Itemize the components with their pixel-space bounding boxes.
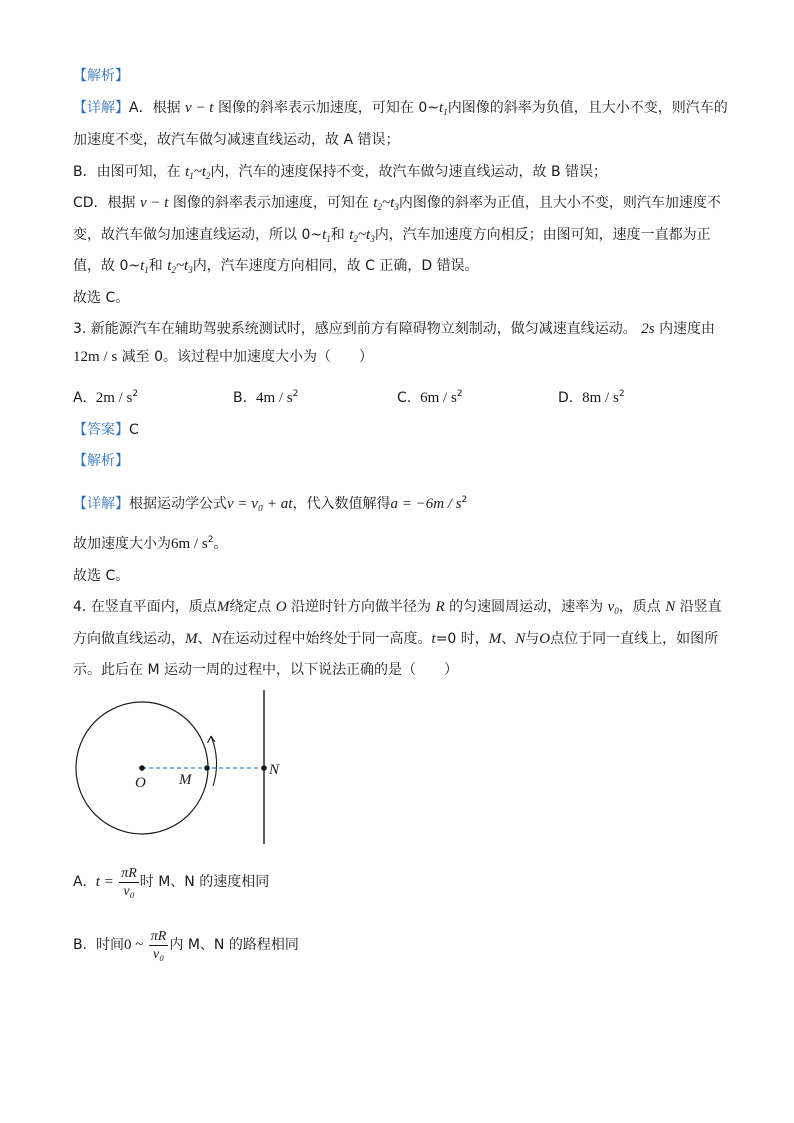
option-value: 6m / s — [420, 390, 457, 406]
q3-option-a: A. $2m / s^2$ — [73, 389, 139, 406]
vt-symbol: v − t — [185, 100, 214, 116]
symbol-M: M — [488, 631, 502, 647]
symbol-O: O — [275, 599, 287, 615]
fraction-piR-v0 — [149, 928, 169, 963]
t2-t3-range: $t_2\sim t_3$ — [167, 258, 193, 275]
text: 内，汽车速度方向相同，故 C 正确，D 错误。 — [192, 258, 479, 274]
q3-conclude: 故加速度大小为$6m / s^2$。 — [73, 535, 228, 552]
text: 3. 新能源汽车在辅助驾驶系统测试时，感应到前方有障碍物立刻制动，做匀减速直线运动。 — [73, 321, 637, 337]
answer-tag: 【答案】 — [73, 422, 129, 438]
text: =0 时， — [435, 631, 489, 647]
text: 内，汽车的速度保持不变，故汽车做匀速直线运动，故 B 错误； — [210, 164, 608, 180]
text: 值，故 0~ — [73, 258, 141, 274]
q3-answer — [73, 420, 139, 440]
text: 时间 — [95, 937, 124, 953]
counterclockwise-arrow — [211, 736, 217, 786]
text: ，质点 — [618, 599, 661, 615]
time-value: 2s — [641, 321, 655, 337]
symbol-O: O — [539, 631, 551, 647]
option-value: 4m / s — [255, 390, 293, 406]
point-N — [261, 765, 267, 771]
kinematics-formula: v = v₀ + at — [227, 496, 293, 512]
text: A．根据 — [129, 100, 181, 116]
option-label: C. — [397, 390, 412, 406]
text: B．由图可知，在 — [73, 164, 181, 180]
text: CD．根据 — [73, 195, 136, 211]
numerator: πR — [150, 928, 167, 944]
q4-option-b — [73, 925, 299, 965]
text: 内，汽车加速度方向相反；由图可知，速度一直都为正 — [374, 227, 711, 243]
q4-stem-line1 — [73, 597, 722, 621]
label-O: O — [135, 775, 146, 791]
text: ，代入数值解得 — [292, 496, 391, 512]
acceleration-magnitude: 6m / s — [171, 536, 208, 552]
text: 与 — [525, 631, 540, 647]
q3-detail: 【详解】根据运动学公式v = v₀ + at，代入数值解得$a = -6m / s^2$ — [73, 495, 468, 512]
symbol-t: t — [431, 631, 436, 647]
text: 4. 在竖直平面内，质点 — [73, 599, 217, 615]
detail-tag: 【详解】 — [73, 100, 129, 116]
t1-symbol: $t_1$ — [322, 227, 331, 244]
symbol-M: M — [216, 599, 230, 615]
text: 时 M、N 的速度相同 — [139, 874, 270, 890]
option-label: B. — [233, 390, 248, 406]
text: 绕定点 — [229, 599, 272, 615]
text: 减至 0。该过程中加速度大小为（ ） — [121, 349, 373, 365]
text: 。 — [213, 536, 228, 552]
acceleration-result: a = −6m / s — [390, 496, 462, 512]
q2-option-cd-line2 — [73, 225, 711, 249]
q3-option-b: B. $4m / s^2$ — [233, 389, 299, 406]
text: 沿竖直 — [679, 599, 722, 615]
q2-choose: 故选 C。 — [73, 290, 130, 306]
q4-stem-line3: 示。此后在 M 运动一周的过程中，以下说法正确的是（ ） — [73, 662, 458, 678]
q2-option-cd-line3 — [73, 256, 479, 280]
text: 内 M、N 的路程相同 — [169, 937, 299, 953]
option-label: B. — [73, 937, 88, 953]
symbol-N: N — [665, 599, 676, 615]
text: 根据运动学公式 — [129, 496, 227, 512]
q2-option-a-line2: 加速度不变，故汽车做匀减速直线运动，故 A 错误； — [73, 132, 400, 148]
vt-symbol: v − t — [140, 195, 169, 211]
circular-motion-figure — [60, 690, 300, 850]
denominator: v₀ — [153, 946, 165, 962]
time-start: 0 ~ — [123, 937, 144, 953]
answer-value: C — [129, 422, 139, 438]
fraction-piR-v0 — [119, 865, 139, 900]
text: 点位于同一直线上，如图所 — [550, 631, 719, 647]
q4-option-a — [73, 862, 269, 902]
t2-t3-range: $t_2\sim t_3$ — [373, 195, 399, 212]
arrow-head-icon — [208, 736, 216, 743]
q3-stem-line1 — [73, 319, 715, 339]
text: 变，故汽车做匀加速直线运动，所以 0~ — [73, 227, 323, 243]
analysis-heading: 【解析】 — [73, 68, 129, 84]
symbol-N: N — [211, 631, 222, 647]
text: 故加速度大小为 — [73, 536, 171, 552]
symbol-t: t = — [95, 874, 114, 890]
label-M: M — [179, 772, 192, 788]
center-point-O — [139, 765, 145, 771]
text: 和 — [330, 227, 345, 243]
text: 的匀速圆周运动，速率为 — [449, 599, 604, 615]
symbol-v0: $v_0$ — [607, 599, 619, 616]
q2-option-cd-line1 — [73, 193, 721, 217]
text: 方向做直线运动， — [73, 631, 185, 647]
q3-option-d: D. $8m / s^2$ — [558, 389, 625, 406]
t2-t3-range: $t_2\sim t_3$ — [349, 227, 375, 244]
q2-option-b-line — [73, 162, 607, 186]
text: 图像的斜率表示加速度，可知在 — [172, 195, 369, 211]
q4-stem-line2: 方向做直线运动，M、N在运动过程中始终处于同一高度。t=0 时，M、N与O点位于同一直线上，如图所 — [73, 631, 719, 647]
symbol-R: R — [435, 599, 445, 615]
text: 内速度由 — [659, 321, 716, 337]
q2-option-a-line1 — [73, 98, 728, 122]
velocity-value: 12m / s — [73, 349, 118, 365]
analysis-heading-2: 【解析】 — [73, 453, 129, 469]
t1-t2-range: $t_1\sim t_2$ — [185, 164, 211, 181]
text: 内图像的斜率为正值，且大小不变，则汽车加速度不 — [398, 195, 721, 211]
symbol-M-N: M — [185, 631, 198, 647]
t1-symbol: $t_1$ — [439, 100, 448, 117]
numerator: πR — [121, 865, 137, 881]
denominator: v₀ — [123, 883, 135, 899]
option-value: 8m / s — [582, 390, 619, 406]
option-value: 2m / s — [95, 390, 133, 406]
q3-stem-line2 — [73, 347, 373, 367]
text: 在运动过程中始终处于同一高度。 — [221, 631, 432, 647]
q3-option-c: C. $6m / s^2$ — [397, 389, 463, 406]
option-label: A. — [73, 390, 87, 406]
text: 和 — [148, 258, 163, 274]
option-label: A. — [73, 874, 87, 890]
text: 沿逆时针方向做半径为 — [291, 599, 432, 615]
t1-symbol: $t_1$ — [140, 258, 149, 275]
q3-choose: 故选 C。 — [73, 568, 130, 584]
label-N: N — [269, 762, 280, 778]
detail-tag: 【详解】 — [73, 496, 129, 512]
text: 图像的斜率表示加速度，可知在 0~ — [217, 100, 440, 116]
point-M — [204, 765, 210, 771]
option-label: D. — [558, 390, 574, 406]
symbol-N: N — [515, 631, 526, 647]
text: 内图像的斜率为负值，且大小不变，则汽车的 — [447, 100, 728, 116]
